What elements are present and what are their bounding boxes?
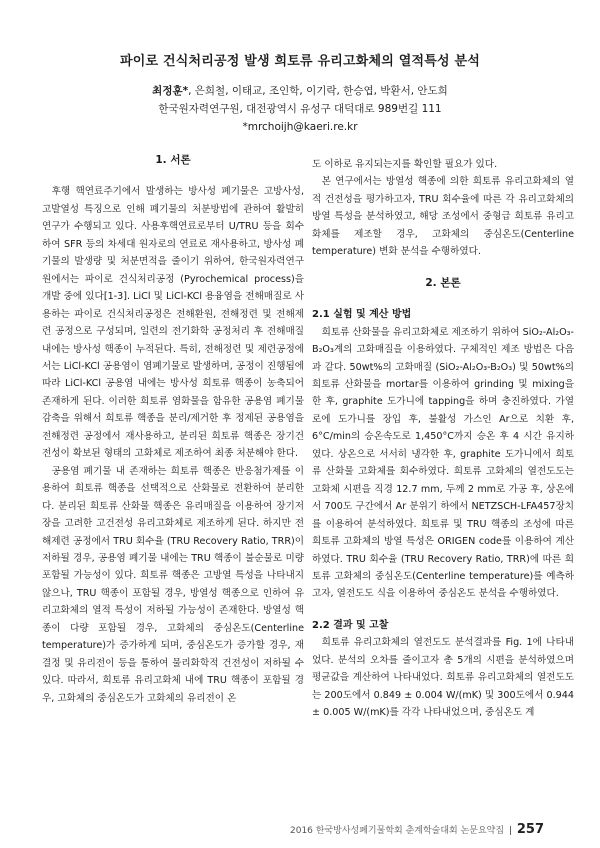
- intro-paragraph-2: 공용염 폐기물 내 존재하는 희토류 핵종은 반응첨가제를 이용하여 희토류 핵종을 선택적으로 산화물로 전환하여 분리한다. 분리된 희토류 산화물 핵종은 유리매질을 이용하여 장기저장을 고려한 고건전성 유리고화체로 제조하게 된다. 하지만 전해제련 공정에서 TRU 회수율 (TRU Recovery Ratio, TRR)이 저하될 경우, 공용염 폐기물 내에는 TRU 핵종이 불순물로 미량 포함될 가능성이 있다. 희토류 핵종은 고방열 특성을 나타내지 않으나, TRU 핵종이 포함될 경우, 방열성 핵종으로 인하여 유리고화체의 열적 특성이 저하될 가능성이 존재한다. 방열성 핵종이 다량 포함될 경우, 고화체의 중심온도(Centerline temperature)가 증가하게 되며, 중심온도가 증가할 경우, 재결정 및 유리전이 등을 통하여 물리화학적 건전성이 저하될 수 있다. 따라서, 희토류 유리고화체 내에 TRU 핵종이 포함될 경우, 고화체의 중심온도가 고화체의 유리전이 온: [42, 465, 304, 704]
- page-number: 257: [516, 822, 544, 837]
- affiliation: 한국원자력연구원, 대전광역시 유성구 대덕대로 989번길 111: [158, 103, 442, 115]
- email: *mrchoijh@kaeri.re.kr: [242, 121, 358, 133]
- subsection-title-methods: 2.1 실험 및 계산 방법: [312, 309, 412, 321]
- right-column: [312, 156, 574, 722]
- lead-author: 최정훈*: [152, 85, 189, 97]
- author-list: [0, 82, 600, 100]
- intro-paragraph-continued: 도 이하로 유지되는지를 확인할 필요가 있다.: [312, 159, 498, 170]
- section-title-intro: 1. 서론: [155, 154, 191, 166]
- page-footer: [290, 822, 544, 837]
- methods-paragraph: [312, 324, 574, 603]
- paper-title: 파이로 건식처리공정 발생 희토류 유리고화체의 열적특성 분석: [119, 54, 481, 69]
- intro-paragraph-3: 본 연구에서는 방열성 핵종에 의한 희토류 유리고화체의 열적 건전성을 평가하고자, TRU 회수율에 따른 각 유리고화체의 방열 특성을 분석하였고, 해당 조성에서 중형급 희토류 유리고화체를 제조할 경우, 고화체의 중심온도(Centerline temperature) 변화 분석을 수행하였다.: [312, 176, 574, 258]
- section-title-body: 2. 본론: [425, 276, 461, 289]
- subsection-title-results: 2.2 결과 및 고찰: [312, 619, 389, 631]
- footer-separator: |: [508, 826, 512, 836]
- intro-paragraph-1: 후행 핵연료주기에서 발생하는 방사성 폐기물은 고방사성, 고발열성 특징으로 인해 폐기물의 처분방법에 관하여 활발히 연구가 수행되고 있다. 사용후핵연료로부터 U/TRU 등을 회수하여 SFR 등의 차세대 원자로의 연료로 재사용하고, 방사성 폐기물의 발생량 및 처분면적을 줄이기 위하여, 한국원자력연구원에서는 파이로 건식처리공정 (Pyrochemical process)을 개발 중에 있다[1-3]. LiCl 및 LiCl-KCl 용융염을 전해매질로 사용하는 파이로 건식처리공정은 전해환원, 전해정련 및 전해제련 공정으로 구성되며, 일련의 전기화학 공정처리 후 전해매질 내에는 방사성 핵종이 누적된다. 특히, 전해정련 및 제련공정에서는 LiCl-KCl 공용염이 염폐기물로 발생하며, 공정이 진행됨에 따라 LiCl-KCl 공용염 내에는 방사성 희토류 핵종이 농축되어 존재하게 된다. 이러한 희토류 염화물을 함유한 공용염 폐기물 감축을 위해서 희토류 핵종을 분리/제거한 후 정제된 공용염을 전해정련 공정에서 재사용하고, 분리된 희토류 핵종은 장기건전성이 확보된 형태의 고화체로 제조하여 최종 처분해야 한다.: [42, 186, 304, 460]
- conference-name: 2016 한국방사성폐기물학회 춘계학술대회 논문요약집: [290, 826, 505, 836]
- methods-text-b: 계의 고화매질을 이용하였다. 구체적인 제조 방법은 다음과 같다. 50wt%의 고화매질 (SiO₂-Al₂O₃-B₂O₃) 및 50wt%의 희토류 산화물을 mortar를 이용하여 grinding 및 mixing을 한 후, graphite 도가니에 tapping을 하며 충진하였다. 가열로에 도가니를 장입 후, 불활성 가스인 Ar으로 치환 후, 6°C/min의 승온속도로 1,450°C까지 승온 후 4 시간 유지하였다. 상온으로 서서히 냉각한 후, graphite 도가니에서 희토류 산화물 고화체를 회수하였다. 희토류 고화체의 열전도도는 고화체 시편을 직경 12.7 mm, 두께 2 mm로 가공 후, 상온에서 700도 구간에서 Ar 분위기 하에서 NETZSCH-LFA457장치를 이용하여 분석하였다. 희토류 및 TRU 핵종의 조성에 따른 희토류 고화체의 방열 특성은 ORIGEN code를 이용하여 계산하였다. TRU 회수율 (TRU Recovery Ratio, TRR)에 따른 희토류 고화체의 중심온도(Centerline temperature)를 예측하고자, 열전도도 식을 이용하여 중심온도 분석을 수행하였다.: [312, 344, 574, 600]
- methods-text-a: 희토류 산화물을 유리고화체로 제조하기 위하여: [321, 326, 523, 338]
- co-authors: , 은희철, 이태교, 조인학, 이기락, 한승엽, 박환서, 안도희: [188, 85, 448, 97]
- left-column: [42, 152, 304, 707]
- author-block: [0, 82, 600, 136]
- results-paragraph: 희토류 유리고화체의 열전도도 분석결과를 Fig. 1에 나타내었다. 분석의 오차를 줄이고자 총 5개의 시편을 분석하였으며 평균값을 계산하여 나타내었다. 희토류 유리고화체의 열전도도는 200도에서 0.849 ± 0.004 W/(mK) 및 300도에서 0.944 ± 0.005 W/(mK)를 각각 나타내었으며, 중심온도 계: [312, 637, 574, 719]
- glass-matrix-formula: SiO₂-Al₂O₃-B₂O₃: [312, 326, 574, 356]
